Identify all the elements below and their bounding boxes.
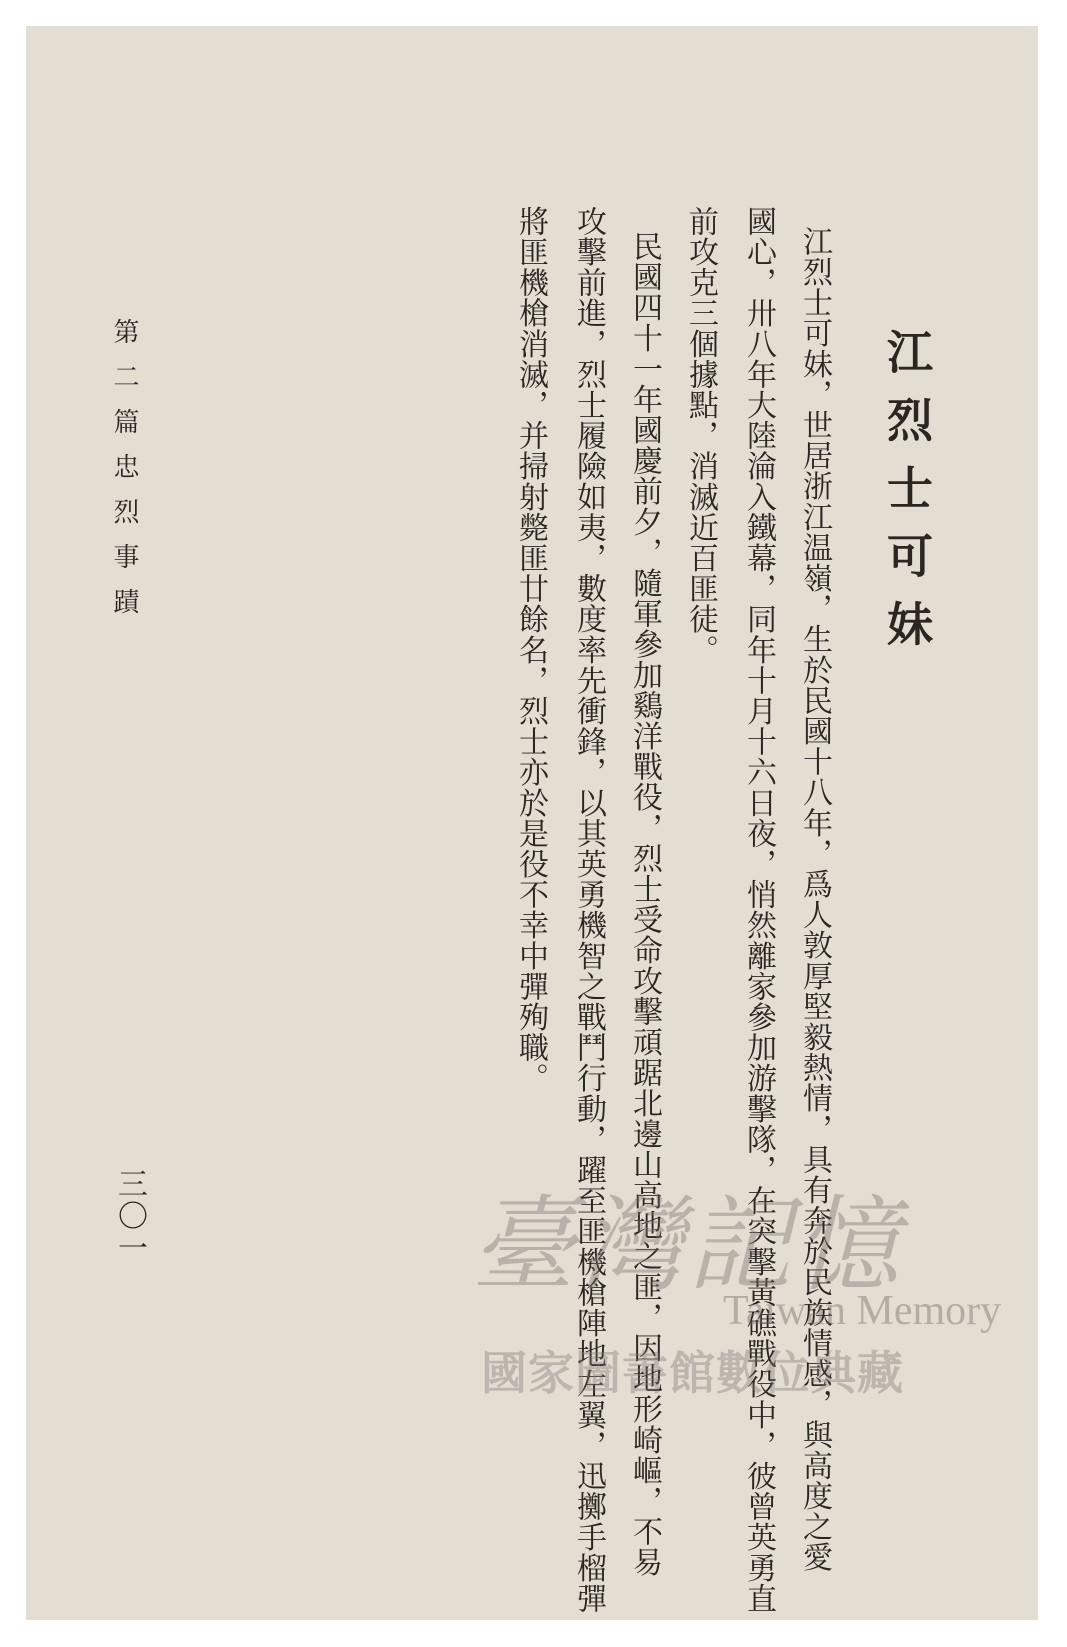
body-line-4: 民國四十一年國慶前夕，隨軍參加鷄洋戰役，烈士受命攻擊頑踞北邊山高地之匪，因地形崎嶇，不易	[627, 231, 662, 1578]
watermark	[451, 1161, 1011, 1461]
body-line-1: 江烈士可妹，世居浙江温嶺，生於民國十八年，爲人敦厚堅毅熱情，具有奔於民族情感，與高度之愛	[797, 226, 832, 1573]
watermark-sub: 國家圖書館數位典藏	[481, 1346, 904, 1400]
article-title: 江烈士可妹	[880, 328, 934, 668]
page-number: 三〇一	[112, 1168, 147, 1264]
body-line-5: 攻擊前進，烈士履險如夷，數度率先衝鋒，以其英勇機智之戰鬥行動，躍至匪機槍陣地左翼，迅擲手榴彈	[571, 206, 606, 1614]
running-head: 第二篇忠烈事蹟	[109, 318, 139, 633]
body-line-2: 國心，卅八年大陸淪入鐵幕，同年十月十六日夜，悄然離家參加游擊隊，在突擊黃礁戰役中，彼曾英勇直	[741, 206, 776, 1614]
body-line-3: 前攻克三個據點，消滅近百匪徒。	[683, 206, 718, 665]
body-line-6: 將匪機槍消滅，并掃射斃匪廿餘名，烈士亦於是役不幸中彈殉職。	[513, 206, 548, 1094]
document-page	[26, 26, 1038, 1620]
watermark-english: Taiwan Memory	[723, 1288, 1002, 1334]
watermark-main: 臺灣記憶	[471, 1184, 904, 1306]
